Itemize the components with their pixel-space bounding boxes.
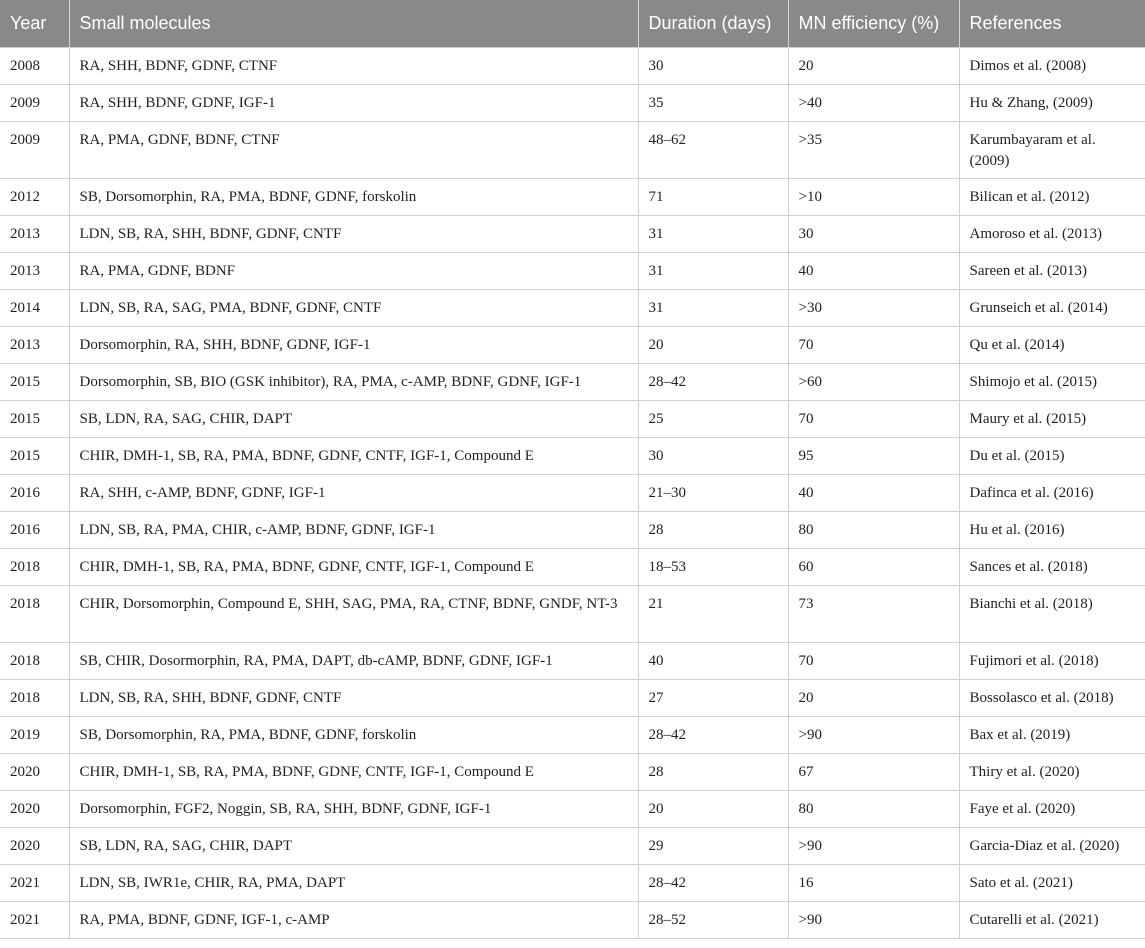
cell-mn-efficiency: 70 bbox=[788, 327, 959, 364]
cell-duration: 21 bbox=[638, 586, 788, 643]
table-row bbox=[0, 85, 1145, 122]
cell-year: 2012 bbox=[0, 179, 69, 216]
cell-year: 2015 bbox=[0, 438, 69, 475]
cell-mn-efficiency: >40 bbox=[788, 85, 959, 122]
cell-duration: 28–52 bbox=[638, 902, 788, 939]
cell-mn-efficiency: >30 bbox=[788, 290, 959, 327]
table-row bbox=[0, 179, 1145, 216]
cell-reference: Bilican et al. (2012) bbox=[959, 179, 1145, 216]
cell-reference: Dafinca et al. (2016) bbox=[959, 475, 1145, 512]
cell-reference: Cutarelli et al. (2021) bbox=[959, 902, 1145, 939]
cell-year: 2009 bbox=[0, 122, 69, 179]
cell-small-molecules: Dorsomorphin, SB, BIO (GSK inhibitor), RA, PMA, c-AMP, BDNF, GDNF, IGF-1 bbox=[69, 364, 638, 401]
table-row bbox=[0, 475, 1145, 512]
cell-mn-efficiency: 80 bbox=[788, 791, 959, 828]
cell-duration: 20 bbox=[638, 791, 788, 828]
cell-small-molecules: RA, SHH, BDNF, GDNF, CTNF bbox=[69, 48, 638, 85]
cell-year: 2016 bbox=[0, 475, 69, 512]
cell-mn-efficiency: >90 bbox=[788, 828, 959, 865]
cell-year: 2020 bbox=[0, 754, 69, 791]
cell-small-molecules: LDN, SB, RA, SHH, BDNF, GDNF, CNTF bbox=[69, 216, 638, 253]
table-row bbox=[0, 122, 1145, 179]
cell-duration: 28–42 bbox=[638, 865, 788, 902]
cell-duration: 27 bbox=[638, 680, 788, 717]
cell-reference: Qu et al. (2014) bbox=[959, 327, 1145, 364]
cell-year: 2018 bbox=[0, 586, 69, 643]
cell-year: 2020 bbox=[0, 828, 69, 865]
cell-small-molecules: LDN, SB, RA, SAG, PMA, BDNF, GDNF, CNTF bbox=[69, 290, 638, 327]
cell-reference: Bax et al. (2019) bbox=[959, 717, 1145, 754]
cell-small-molecules: CHIR, DMH-1, SB, RA, PMA, BDNF, GDNF, CNTF, IGF-1, Compound E bbox=[69, 549, 638, 586]
cell-duration: 31 bbox=[638, 290, 788, 327]
table-row bbox=[0, 253, 1145, 290]
cell-reference: Bianchi et al. (2018) bbox=[959, 586, 1145, 643]
cell-year: 2020 bbox=[0, 791, 69, 828]
cell-reference: Du et al. (2015) bbox=[959, 438, 1145, 475]
cell-mn-efficiency: 70 bbox=[788, 643, 959, 680]
cell-small-molecules: RA, PMA, BDNF, GDNF, IGF-1, c-AMP bbox=[69, 902, 638, 939]
table-row bbox=[0, 586, 1145, 643]
cell-reference: Garcia-Diaz et al. (2020) bbox=[959, 828, 1145, 865]
cell-reference: Hu & Zhang, (2009) bbox=[959, 85, 1145, 122]
cell-duration: 28–42 bbox=[638, 717, 788, 754]
cell-mn-efficiency: 60 bbox=[788, 549, 959, 586]
table-row bbox=[0, 48, 1145, 85]
cell-mn-efficiency: 73 bbox=[788, 586, 959, 643]
cell-duration: 21–30 bbox=[638, 475, 788, 512]
cell-duration: 28 bbox=[638, 512, 788, 549]
cell-duration: 20 bbox=[638, 327, 788, 364]
cell-small-molecules: CHIR, DMH-1, SB, RA, PMA, BDNF, GDNF, CNTF, IGF-1, Compound E bbox=[69, 754, 638, 791]
cell-duration: 35 bbox=[638, 85, 788, 122]
table-row bbox=[0, 364, 1145, 401]
cell-year: 2013 bbox=[0, 216, 69, 253]
cell-reference: Fujimori et al. (2018) bbox=[959, 643, 1145, 680]
cell-year: 2018 bbox=[0, 680, 69, 717]
table-row bbox=[0, 327, 1145, 364]
cell-mn-efficiency: 40 bbox=[788, 253, 959, 290]
table-row bbox=[0, 717, 1145, 754]
cell-duration: 48–62 bbox=[638, 122, 788, 179]
cell-reference: Grunseich et al. (2014) bbox=[959, 290, 1145, 327]
cell-mn-efficiency: >35 bbox=[788, 122, 959, 179]
cell-year: 2016 bbox=[0, 512, 69, 549]
table-row bbox=[0, 216, 1145, 253]
table-row bbox=[0, 643, 1145, 680]
table-row bbox=[0, 401, 1145, 438]
table-row bbox=[0, 512, 1145, 549]
cell-small-molecules: RA, SHH, BDNF, GDNF, IGF-1 bbox=[69, 85, 638, 122]
cell-small-molecules: RA, PMA, GDNF, BDNF bbox=[69, 253, 638, 290]
cell-mn-efficiency: 80 bbox=[788, 512, 959, 549]
table-body bbox=[0, 48, 1145, 939]
cell-duration: 31 bbox=[638, 253, 788, 290]
cell-reference: Thiry et al. (2020) bbox=[959, 754, 1145, 791]
cell-small-molecules: CHIR, Dorsomorphin, Compound E, SHH, SAG, PMA, RA, CTNF, BDNF, GNDF, NT-3 bbox=[69, 586, 638, 643]
cell-small-molecules: SB, LDN, RA, SAG, CHIR, DAPT bbox=[69, 828, 638, 865]
header-year: Year bbox=[0, 0, 69, 48]
header-duration: Duration (days) bbox=[638, 0, 788, 48]
cell-mn-efficiency: 16 bbox=[788, 865, 959, 902]
cell-year: 2018 bbox=[0, 643, 69, 680]
header-references: References bbox=[959, 0, 1145, 48]
cell-year: 2013 bbox=[0, 253, 69, 290]
cell-small-molecules: Dorsomorphin, RA, SHH, BDNF, GDNF, IGF-1 bbox=[69, 327, 638, 364]
cell-mn-efficiency: >60 bbox=[788, 364, 959, 401]
cell-small-molecules: SB, LDN, RA, SAG, CHIR, DAPT bbox=[69, 401, 638, 438]
cell-small-molecules: SB, CHIR, Dosormorphin, RA, PMA, DAPT, db-cAMP, BDNF, GDNF, IGF-1 bbox=[69, 643, 638, 680]
cell-duration: 29 bbox=[638, 828, 788, 865]
cell-reference: Amoroso et al. (2013) bbox=[959, 216, 1145, 253]
cell-duration: 31 bbox=[638, 216, 788, 253]
cell-reference: Sato et al. (2021) bbox=[959, 865, 1145, 902]
table-header bbox=[0, 0, 1145, 48]
cell-mn-efficiency: 70 bbox=[788, 401, 959, 438]
cell-year: 2013 bbox=[0, 327, 69, 364]
cell-reference: Sances et al. (2018) bbox=[959, 549, 1145, 586]
table-row bbox=[0, 791, 1145, 828]
cell-duration: 25 bbox=[638, 401, 788, 438]
table-row bbox=[0, 902, 1145, 939]
cell-small-molecules: LDN, SB, RA, SHH, BDNF, GDNF, CNTF bbox=[69, 680, 638, 717]
header-mn-efficiency: MN efficiency (%) bbox=[788, 0, 959, 48]
table-row bbox=[0, 290, 1145, 327]
cell-mn-efficiency: 30 bbox=[788, 216, 959, 253]
cell-small-molecules: LDN, SB, RA, PMA, CHIR, c-AMP, BDNF, GDNF, IGF-1 bbox=[69, 512, 638, 549]
cell-duration: 30 bbox=[638, 438, 788, 475]
cell-small-molecules: CHIR, DMH-1, SB, RA, PMA, BDNF, GDNF, CNTF, IGF-1, Compound E bbox=[69, 438, 638, 475]
cell-duration: 30 bbox=[638, 48, 788, 85]
cell-mn-efficiency: >90 bbox=[788, 717, 959, 754]
cell-year: 2009 bbox=[0, 85, 69, 122]
cell-small-molecules: RA, PMA, GDNF, BDNF, CTNF bbox=[69, 122, 638, 179]
cell-mn-efficiency: >90 bbox=[788, 902, 959, 939]
cell-year: 2019 bbox=[0, 717, 69, 754]
cell-mn-efficiency: >10 bbox=[788, 179, 959, 216]
cell-small-molecules: RA, SHH, c-AMP, BDNF, GDNF, IGF-1 bbox=[69, 475, 638, 512]
cell-year: 2008 bbox=[0, 48, 69, 85]
cell-year: 2015 bbox=[0, 401, 69, 438]
cell-mn-efficiency: 95 bbox=[788, 438, 959, 475]
cell-mn-efficiency: 20 bbox=[788, 680, 959, 717]
cell-small-molecules: LDN, SB, IWR1e, CHIR, RA, PMA, DAPT bbox=[69, 865, 638, 902]
cell-duration: 28–42 bbox=[638, 364, 788, 401]
cell-reference: Karumbayaram et al. (2009) bbox=[959, 122, 1145, 179]
cell-reference: Dimos et al. (2008) bbox=[959, 48, 1145, 85]
cell-mn-efficiency: 40 bbox=[788, 475, 959, 512]
cell-small-molecules: Dorsomorphin, FGF2, Noggin, SB, RA, SHH, BDNF, GDNF, IGF-1 bbox=[69, 791, 638, 828]
cell-year: 2015 bbox=[0, 364, 69, 401]
table-row bbox=[0, 549, 1145, 586]
header-row bbox=[0, 0, 1145, 48]
cell-small-molecules: SB, Dorsomorphin, RA, PMA, BDNF, GDNF, forskolin bbox=[69, 179, 638, 216]
cell-reference: Maury et al. (2015) bbox=[959, 401, 1145, 438]
header-small-molecules: Small molecules bbox=[69, 0, 638, 48]
cell-reference: Shimojo et al. (2015) bbox=[959, 364, 1145, 401]
cell-duration: 71 bbox=[638, 179, 788, 216]
cell-duration: 28 bbox=[638, 754, 788, 791]
cell-reference: Sareen et al. (2013) bbox=[959, 253, 1145, 290]
cell-year: 2018 bbox=[0, 549, 69, 586]
table-row bbox=[0, 754, 1145, 791]
table-row bbox=[0, 438, 1145, 475]
cell-year: 2021 bbox=[0, 902, 69, 939]
cell-duration: 18–53 bbox=[638, 549, 788, 586]
cell-mn-efficiency: 67 bbox=[788, 754, 959, 791]
table-row bbox=[0, 680, 1145, 717]
table-row bbox=[0, 865, 1145, 902]
cell-duration: 40 bbox=[638, 643, 788, 680]
cell-reference: Hu et al. (2016) bbox=[959, 512, 1145, 549]
cell-reference: Bossolasco et al. (2018) bbox=[959, 680, 1145, 717]
table-row bbox=[0, 828, 1145, 865]
cell-small-molecules: SB, Dorsomorphin, RA, PMA, BDNF, GDNF, forskolin bbox=[69, 717, 638, 754]
cell-mn-efficiency: 20 bbox=[788, 48, 959, 85]
cell-reference: Faye et al. (2020) bbox=[959, 791, 1145, 828]
cell-year: 2014 bbox=[0, 290, 69, 327]
cell-year: 2021 bbox=[0, 865, 69, 902]
